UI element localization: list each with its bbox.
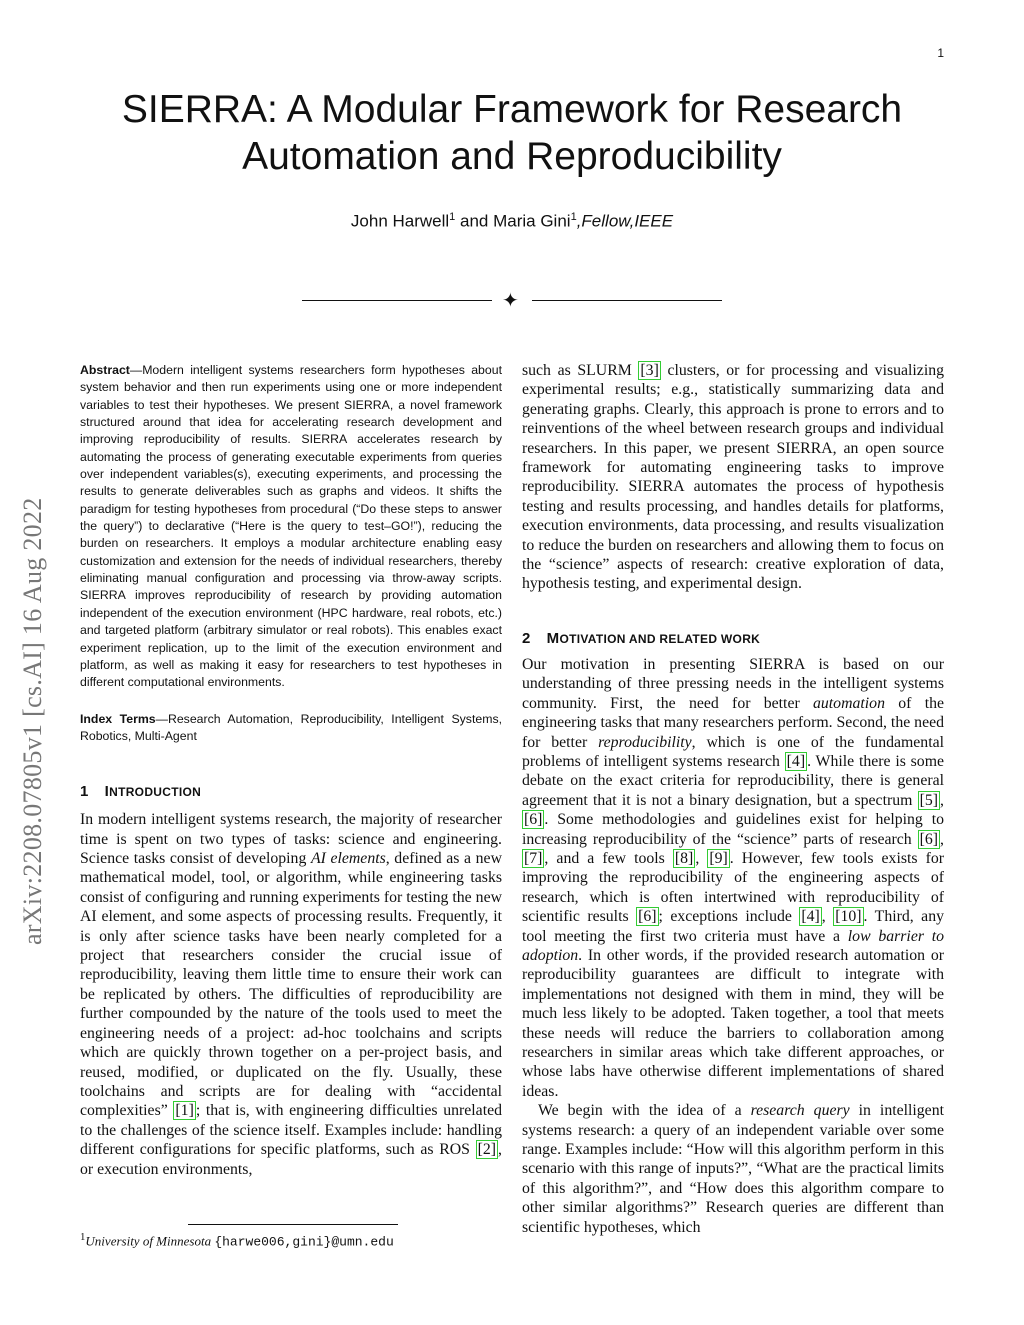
intro-paragraph-continued — [522, 361, 944, 594]
body-text: clusters, or for processing and visualizing experimental results; e.g., statistically summarizing data and generating graphs. Clearly, this approach is prone to errors and to reinventions of the wheel between research groups and individual researchers. In this paper, we present SIERRA, an open source framework for automating engineering tasks to improve reproducibility. SIERRA automates the process of hypothesis testing and results processing, and handles details for platforms, execution environments, data processing, and results visualization to reduce the burden on researchers and allowing them to focus on the “science” aspects of research: creative exploration of data, hypothesis testing, and experimental design. — [522, 362, 945, 593]
affil-mark: 1 — [570, 211, 577, 223]
author-1: John Harwell — [350, 211, 450, 231]
abstract-label: Abstract — [80, 363, 130, 377]
body-text: . Some methodologies and guidelines exist for helping to increasing reproducibility of the “science” parts of research — [522, 811, 944, 848]
affil-mark: 1 — [449, 211, 456, 223]
body-text: such as SLURM — [522, 362, 639, 379]
footnote-rule — [188, 1224, 398, 1225]
footnote-email: {harwe006,gini}@umn.edu — [214, 1234, 394, 1250]
citation-link[interactable]: [2] — [477, 1141, 497, 1159]
right-column — [522, 361, 944, 1237]
section-title-rest: OTIVATION AND RELATED WORK — [559, 631, 761, 646]
section-number: 1 — [80, 783, 89, 801]
research-query-paragraph — [522, 1101, 944, 1237]
abstract-text: —Modern intelligent systems researchers form hypotheses about system behavior and then run experiments using one or more independent variables to test their hypotheses. We present SIERRA, a novel framework structured around that idea for accelerating research development and improving reproducibility of results. SIERRA accelerates research by automating the process of generating executable experiments from queries over independent variables(s), executing experiments, and processing the results to generate deliverables such as graphs and videos. It shifts the paradigm for testing hypotheses from procedural (“Do these steps to answer the query”) to declarative (“Here is the query to test–GO!”), reducing the burden on researchers. It employs a modular architecture enabling easy customization and extension for the needs of individual researchers, thereby eliminating manual configuration and processing via throw-away scripts. SIERRA improves reproducibility of research by providing automation independent of the execution environment (HPC hardware, real robots, etc.) and targeted platform (arbitrary simulator or real robots). This enables exact experiment replication, up to the limit of the execution environment and platform, as well as making it easy for researchers to test hypotheses in different computational environments. — [80, 363, 502, 690]
body-text: , — [940, 830, 944, 848]
body-text: . Third, any tool meeting the first two criteria must have a — [522, 908, 944, 945]
intro-paragraph — [80, 810, 502, 1179]
body-text: , which is one of the fundamental problems of intelligent systems research — [522, 733, 944, 770]
body-text: . However, few tools exists for improving the reproducibility of the engineering aspects of research, which is often intertwined with reproducibility of scientific results — [522, 849, 945, 926]
section-heading-introduction — [80, 783, 502, 800]
section-initial: I — [104, 783, 110, 801]
index-terms-label: Index Terms — [80, 711, 156, 726]
citation-link[interactable]: [8] — [674, 849, 694, 867]
footnote-affiliation: University of Minnesota — [85, 1233, 212, 1249]
left-column — [80, 362, 502, 1179]
emphasis-text: AI elements — [310, 850, 386, 868]
footnote-mark: 1 — [80, 1231, 86, 1243]
section-title-rest: NTRODUCTION — [109, 785, 202, 800]
motivation-paragraph — [522, 655, 944, 1101]
citation-link[interactable]: [3] — [640, 362, 659, 379]
body-text: , or execution environments, — [80, 1141, 502, 1178]
section-initial: M — [546, 629, 560, 647]
body-text: , and a few tools — [544, 849, 673, 867]
title-line-1: SIERRA: A Modular Framework for Research — [121, 88, 903, 131]
author-2: and Maria Gini — [455, 211, 571, 231]
citation-link[interactable]: [6] — [638, 908, 657, 926]
body-text: We begin with the idea of a — [538, 1102, 751, 1120]
citation-link[interactable]: [6] — [524, 811, 543, 829]
emphasis-text: automation — [813, 694, 885, 712]
paper-title — [0, 86, 1024, 180]
body-text: , defined as a new mathematical model, tool, or algorithm, while engineering tasks consist of configuring and running experiments for testing the new AI element, and some aspects of processing results. Frequently, it is only after science tasks have been nearly completed for a project that researchers consider the crucial issue of reproducibility, leaving them little time to ensure their work can be replicated by others. The difficulties of reproducibility are further compounded by the nature of the tools used to meet the engineering needs of a project: ad-hoc toolchains and scripts which are quickly thrown together on a per-project basis, and reused, modified, or duplicated on the fly. Usually, these toolchains and scripts are for dealing with “accidental complexities” — [80, 850, 502, 1120]
citation-link[interactable]: [7] — [524, 849, 543, 867]
emphasis-text: reproducibility — [598, 733, 692, 751]
body-text: . While there is some debate on the exact criteria for reproducibility, there is general agreement that it is not a binary designation, but a spectrum — [522, 752, 944, 809]
citation-link[interactable]: [6] — [919, 830, 939, 848]
author-title: ,Fellow,IEEE — [576, 211, 674, 231]
divider-line — [302, 300, 492, 301]
citation-link[interactable]: [1] — [175, 1102, 194, 1120]
title-divider — [302, 290, 722, 310]
body-text: , — [821, 908, 834, 926]
footnote — [80, 1231, 394, 1249]
body-text: Our motivation in presenting SIERRA is based on our understanding of three pressing needs in the intelligent systems community. First, the need for better — [522, 655, 944, 712]
citation-link[interactable]: [9] — [709, 849, 728, 867]
emphasis-text: research query — [750, 1102, 850, 1120]
arxiv-stamp: arXiv:2208.07805v1 [cs.AI] 16 Aug 2022 — [18, 497, 47, 945]
authors — [0, 211, 1024, 232]
title-line-2: Automation and Reproducibility — [242, 135, 782, 178]
section-number: 2 — [522, 629, 531, 647]
divider-line — [532, 300, 722, 301]
body-text: In modern intelligent systems research, the majority of researcher time is spent on two types of tasks: science and engineering. Science tasks consist of developing — [80, 811, 502, 868]
citation-link[interactable]: [4] — [786, 752, 806, 770]
body-text: of the engineering tasks that many researchers perform. Second, the need for better — [522, 694, 944, 751]
diamond-star-icon: ✦ — [502, 288, 519, 312]
section-heading-motivation — [522, 630, 944, 647]
abstract — [80, 362, 502, 692]
body-text: in intelligent systems research: a query of an independent variable over some range. Examples include: “How will this algorithm perform in this scenario with this range of inputs?”, “What are the practical limits of this algorithm?”, and “How does this algorithm compare to other similar algorithms?” Research queries are different than scientific hypotheses, which — [522, 1102, 944, 1236]
body-text: . In other words, if the provided research automation or reproducibility guarantees are difficult to integrate with implementations not designed with them in mind, they will be much less likely to be adopted. Taken together, a tool that meets these needs will reduce the barriers to collaboration among researchers in similar areas which take different approaches, or whose labs have otherwise different implementations of shared ideas. — [522, 946, 944, 1100]
citation-link[interactable]: [4] — [801, 908, 820, 926]
citation-link[interactable]: [10] — [835, 908, 862, 926]
body-text: , — [940, 791, 944, 809]
page-number: 1 — [937, 46, 944, 60]
citation-link[interactable]: [5] — [919, 791, 939, 809]
index-terms-text: —Research Automation, Reproducibility, Intelligent Systems, Robotics, Multi-Agent — [80, 711, 503, 743]
emphasis-text: low barrier to adoption — [522, 927, 944, 964]
body-text: ; that is, with engineering difficulties unrelated to the challenges of the science itself. Examples include: handling different configurations for specific platforms, such as ROS — [80, 1102, 502, 1159]
body-text: , — [695, 849, 708, 867]
body-text: ; exceptions include — [658, 908, 800, 926]
index-terms — [80, 711, 502, 746]
